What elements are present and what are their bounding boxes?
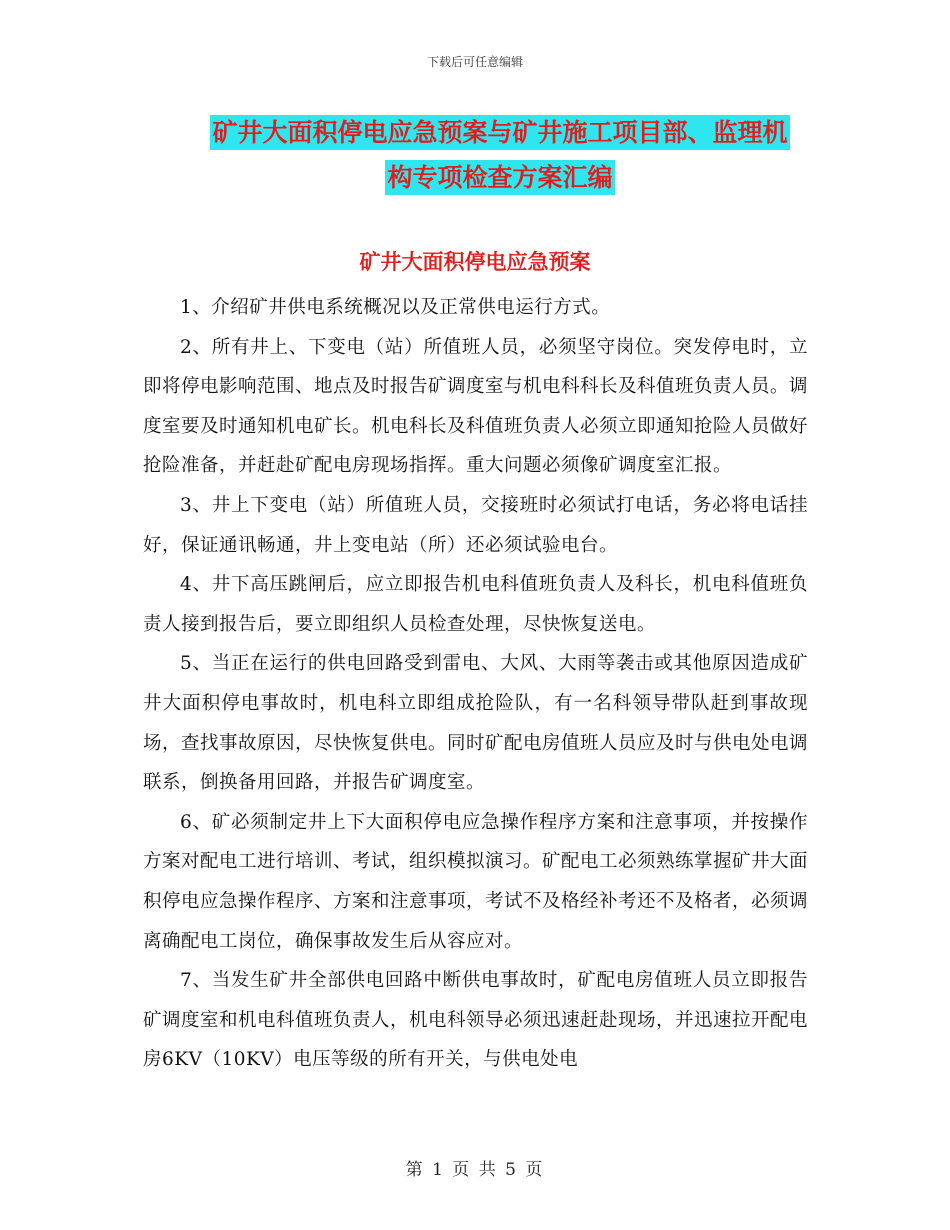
paragraph-1: 1、介绍矿井供电系统概况以及正常供电运行方式。 (180, 297, 611, 318)
page-indicator: 第 1 页 共 5 页 (405, 1160, 545, 1180)
header-note: 下载后可任意编辑 (426, 55, 523, 69)
section-title: 矿井大面积停电应急预案 (359, 250, 591, 274)
paragraph-3: 3、井上下变电（站）所值班人员，交接班时必须试打电话，务必将电话挂好，保证通讯畅通，井上变电站（所）还必须试验电台。 (143, 494, 808, 556)
paragraph-4: 4、井下高压跳闸后，应立即报告机电科值班负责人及科长，机电科值班负责人接到报告后，要立即组织人员检查处理，尽快恢复送电。 (143, 574, 808, 635)
body-text (143, 288, 808, 1080)
document-title (190, 110, 810, 200)
paragraph-2: 2、所有井上、下变电（站）所值班人员，必须坚守岗位。突发停电时，立即将停电影响范围、地点及时报告矿调度室与机电科科长及科值班负责人员。调度室要及时通知机电矿长。机电科长及科值班负责人必须立即通知抢险人员做好抢险准备，并赶赴矿配电房现场指挥。重大问题必须像矿调度室汇报。 (143, 336, 809, 477)
paragraph-5: 5、当正在运行的供电回路受到雷电、大风、大雨等袭击或其他原因造成矿井大面积停电事故时，机电科立即组成抢险队，有一名科领导带队赶到事故现场，查找事故原因，尽快恢复供电。同时矿配电房值班人员应及时与供电处电调联系，倒换备用回路，并报告矿调度室。 (143, 653, 809, 794)
paragraph-7: 7、当发生矿井全部供电回路中断供电事故时，矿配电房值班人员立即报告矿调度室和机电科值班负责人，机电科领导必须迅速赶赴现场，并迅速拉开配电房6KV（10KV）电压等级的所有开关，与供电处电 (143, 970, 809, 1071)
document-title-line-2: 构专项检查方案汇编 (385, 160, 614, 195)
paragraph-6: 6、矿必须制定井上下大面积停电应急操作程序方案和注意事项，并按操作方案对配电工进行培训、考试，组织模拟演习。矿配电工必须熟练掌握矿井大面积停电应急操作程序、方案和注意事项，考试不及格经补考还不及格者，必须调离确配电工岗位，确保事故发生后从容应对。 (143, 811, 809, 952)
document-title-line-1: 矿井大面积停电应急预案与矿井施工项目部、监理机 (210, 115, 789, 150)
